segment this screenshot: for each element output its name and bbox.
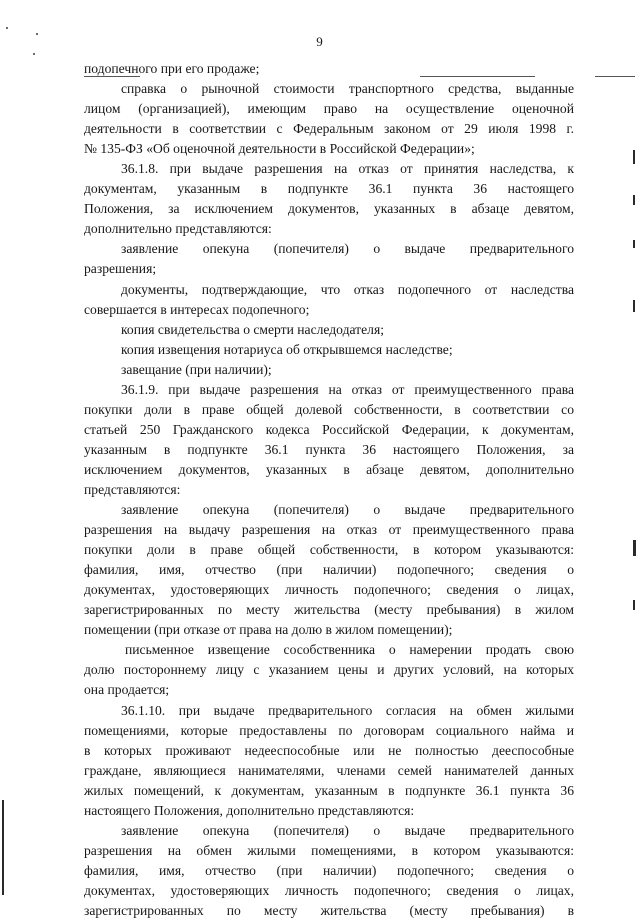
text-line: граждане, являющиеся нанимателями, членами семей нанимателей данных (84, 762, 574, 778)
page-number: 9 (316, 34, 323, 49)
text-line: документах, удостоверяющих личность подопечного; сведения о лицах, (84, 582, 574, 598)
text-line: жилых помещений, к документам, указанным в подпункте 36.1 пункта 36 (84, 782, 574, 798)
text-line: дополнительно представляются: (84, 221, 272, 237)
text-line: копия извещения нотариуса об открывшемся наследстве; (121, 341, 453, 357)
scan-rule-right (595, 76, 635, 77)
text-line: долю постороннему лицу с указанием цены и других условий, на которых (84, 662, 574, 678)
text-line: № 135-ФЗ «Об оценочной деятельности в Российской Федерации»; (84, 141, 475, 157)
text-line: зарегистрированных по месту жительства (месту пребывания) в жилом (84, 602, 574, 618)
scan-edge-mark (2, 800, 4, 895)
text-line: зарегистрированных по месту жительства (месту пребывания) в (84, 902, 574, 918)
text-line: совершается в интересах подопечного; (84, 301, 310, 317)
scan-edge-mark (633, 300, 635, 312)
text-line: 36.1.9. при выдаче разрешения на отказ от преимущественного права (121, 381, 574, 397)
text-line: копия свидетельства о смерти наследодателя; (121, 321, 384, 337)
text-line: лицом (организацией), имеющим право на осуществление оценочной (84, 101, 574, 117)
text-line: она продается; (84, 682, 170, 698)
scan-edge-mark (633, 240, 635, 248)
scan-edge-mark (633, 195, 635, 205)
scan-rule-mid (420, 76, 535, 77)
text-line: разрешения на выдачу разрешения на отказ от преимущественного права (84, 522, 574, 538)
document-body (84, 59, 574, 921)
text-line: подопечного при его продаже; (84, 61, 260, 76)
text-line: документам, указанным в подпункте 36.1 пункта 36 настоящего (84, 181, 574, 197)
text-line: справка о рыночной стоимости транспортного средства, выданные (121, 81, 574, 97)
text-line: документы, подтверждающие, что отказ подопечного от наследства (121, 281, 574, 297)
text-line: заявление опекуна (попечителя) о выдаче предварительного (121, 502, 574, 518)
text-line: исключением документов, указанных в абзаце девятом, дополнительно (84, 461, 574, 477)
text-line: разрешения на обмен жилыми помещениями, в котором указываются: (84, 842, 574, 858)
text-line: разрешения; (84, 261, 157, 277)
text-line: письменное извещение сособственника о намерении продать свою (125, 642, 574, 658)
text-line: фамилия, имя, отчество (при наличии) подопечного; сведения о (84, 562, 574, 578)
text-line: помещении (при отказе от права на долю в жилом помещении); (84, 622, 453, 638)
text-line: Положения, за исключением документов, указанных в абзаце девятом, (84, 201, 574, 217)
text-line: покупки доли в праве общей собственности, в котором указываются: (84, 542, 574, 558)
text-line: в которых проживают недееспособные или не полностью дееспособные (84, 742, 574, 758)
text-line: покупки доли в праве общей долевой собственности, в соответствии со (84, 401, 574, 417)
text-line: статьей 250 Гражданского кодекса Российской Федерации, к документам, (84, 421, 574, 437)
text-line: документах, удостоверяющих личность подопечного; сведения о лицах, (84, 882, 574, 898)
text-line: 36.1.10. при выдаче предварительного согласия на обмен жилыми (121, 702, 574, 718)
scan-rule-left (84, 76, 140, 77)
text-line: настоящего Положения, дополнительно представляются: (84, 802, 415, 818)
scan-dot (33, 53, 35, 55)
scan-dot (6, 27, 8, 29)
scan-edge-mark (633, 540, 636, 556)
text-line: 36.1.8. при выдаче разрешения на отказ от принятия наследства, к (121, 161, 574, 177)
text-line: деятельности в соответствии с Федеральным законом от 29 июля 1998 г. (84, 121, 574, 137)
text-line: заявление опекуна (попечителя) о выдаче предварительного (121, 822, 574, 838)
text-line: заявление опекуна (попечителя) о выдаче предварительного (121, 241, 574, 257)
text-line: завещание (при наличии); (121, 361, 272, 377)
scan-edge-mark (633, 600, 635, 610)
text-line: указанным в подпункте 36.1 пункта 36 настоящего Положения, за (84, 441, 574, 457)
scan-edge-mark (633, 150, 635, 164)
text-line: помещениями, которые предоставлены по договорам социального найма и (84, 722, 574, 738)
scan-dot (36, 33, 38, 35)
text-line: представляются: (84, 481, 181, 497)
text-line: фамилия, имя, отчество (при наличии) подопечного; сведения о (84, 862, 574, 878)
